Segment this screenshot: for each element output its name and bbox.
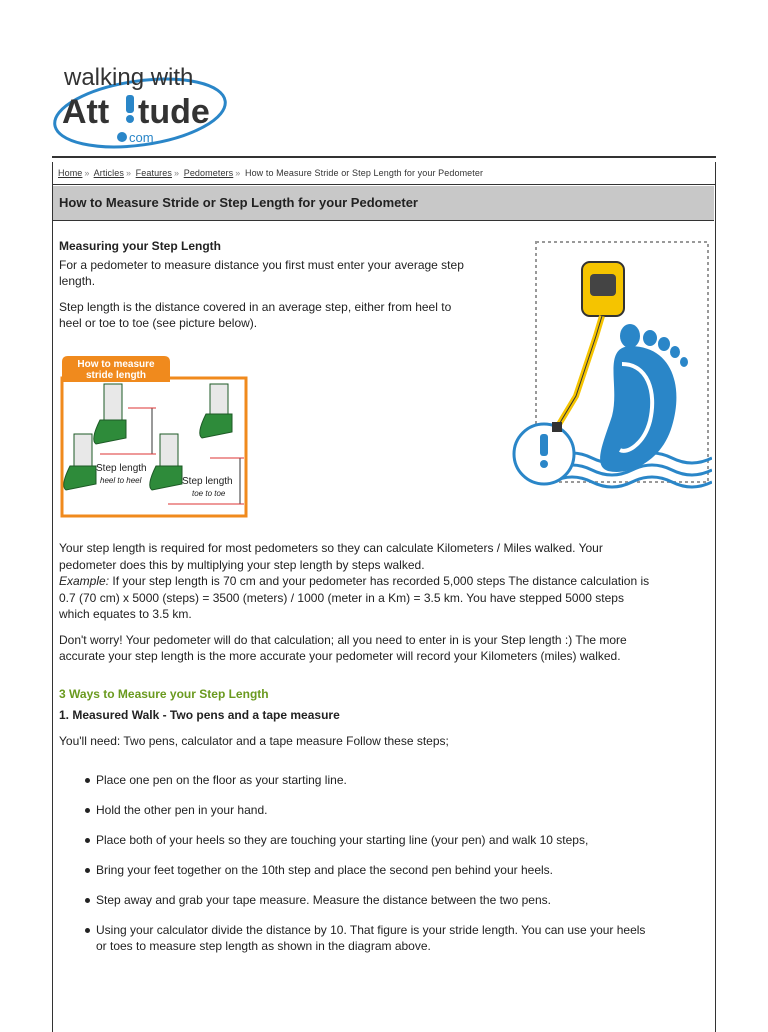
breadcrumb-pedometers[interactable]: Pedometers xyxy=(183,168,234,178)
list-item: Step away and grab your tape measure. Measure the distance between the two pens. xyxy=(59,892,709,909)
diagram-header-line1: How to measure xyxy=(77,359,155,370)
diagram-header-line2: stride length xyxy=(85,370,147,381)
logo-text-line1: walking with xyxy=(64,64,194,91)
example-line2: 0.7 (70 cm) x 5000 (steps) = 3500 (meters) / 1000 (meter in a Km) = 3.5 km. You have stepped 5000 steps xyxy=(59,590,624,605)
diagram-label2: Step length xyxy=(182,476,233,487)
stride-diagram-image xyxy=(60,354,250,520)
diagram-label1-sub: heel to heel xyxy=(100,476,142,485)
list-item: Using your calculator divide the distance by 10. That figure is your stride length. You can use your heels or toes to measure step length as shown in the diagram above. xyxy=(59,922,709,955)
logo-text-com: com xyxy=(129,130,154,145)
explanation-line2: pedometer does this by multiplying your step length by steps walked. xyxy=(59,557,425,572)
definition-paragraph-line2: heel or toe to toe (see picture below). xyxy=(59,316,258,330)
example-label: Example: xyxy=(59,574,110,588)
list-item: Bring your feet together on the 10th step and place the second pen behind your heels. xyxy=(59,862,709,879)
breadcrumb: Home » Articles » Features » Pedometers » How to Measure Stride or Step Length for your Pedometer xyxy=(58,168,484,178)
methods-heading: 3 Ways to Measure your Step Length xyxy=(59,687,269,701)
section-heading: Measuring your Step Length xyxy=(59,239,222,253)
reassurance-line2: accurate your step length is the more accurate your pedometer will record your Kilometers (miles) walked. xyxy=(59,649,621,663)
logo-footprint-icon xyxy=(126,95,134,123)
list-item: Place both of your heels so they are touching your starting line (your pen) and walk 10 steps, xyxy=(59,832,709,849)
example-line3: which equates to 3.5 km. xyxy=(59,607,192,621)
method1-heading: 1. Measured Walk - Two pens and a tape measure xyxy=(59,707,340,722)
breadcrumb-current: How to Measure Stride or Step Length for your Pedometer xyxy=(244,168,484,178)
intro-paragraph-line2: length. xyxy=(59,274,96,288)
page-title: How to Measure Stride or Step Length for your Pedometer xyxy=(59,195,418,210)
title-bar xyxy=(53,186,714,221)
reassurance-line1: Don't worry! Your pedometer will do that calculation; all you need to enter in is your Step length :) The more xyxy=(59,632,627,647)
explanation-section xyxy=(59,540,709,665)
logo-text-tude: tude xyxy=(138,93,210,131)
site-logo[interactable] xyxy=(50,55,230,155)
logo-text-att: Att xyxy=(62,93,110,131)
header-rule xyxy=(52,156,716,158)
example-line1: Example: If your step length is 70 cm and your pedometer has recorded 5,000 steps The distance calculation is xyxy=(59,574,650,588)
tape-measure-footprint-stamp-image xyxy=(512,236,712,496)
intro-paragraph-line1: For a pedometer to measure distance you first must enter your average step xyxy=(59,257,464,272)
breadcrumb-articles[interactable]: Articles xyxy=(93,168,124,178)
diagram-label1: Step length xyxy=(96,463,147,474)
steps-list xyxy=(59,772,709,955)
explanation-line1: Your step length is required for most pedometers so they can calculate Kilometers / Miles walked. Your xyxy=(59,541,603,555)
diagram-label2-sub: toe to toe xyxy=(192,489,226,498)
intro-section xyxy=(59,238,509,332)
list-item: Hold the other pen in your hand. xyxy=(59,802,709,819)
definition-paragraph-line1: Step length is the distance covered in an average step, either from heel to xyxy=(59,299,452,314)
method1-intro: You'll need: Two pens, calculator and a tape measure Follow these steps; xyxy=(59,734,449,748)
methods-section xyxy=(59,686,709,955)
breadcrumb-home[interactable]: Home xyxy=(58,168,83,178)
breadcrumb-rule xyxy=(52,184,716,185)
breadcrumb-features[interactable]: Features xyxy=(135,168,172,178)
list-item: Place one pen on the floor as your starting line. xyxy=(59,772,709,789)
